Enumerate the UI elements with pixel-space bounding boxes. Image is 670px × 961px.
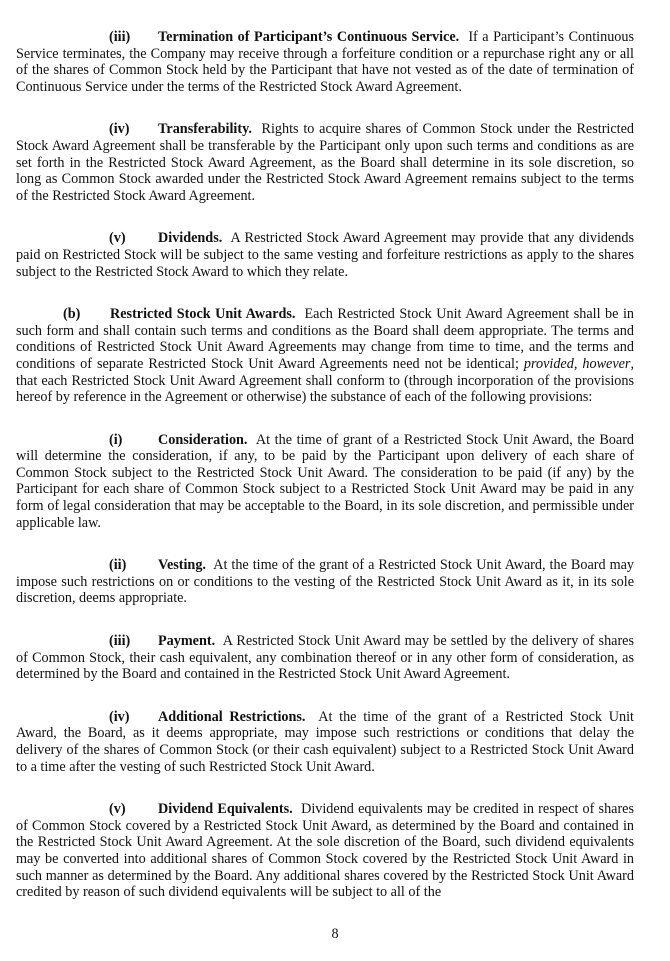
paragraph-dividends [16,230,634,280]
paragraph-body: A Restricted Stock Award Agreement may provide that any dividends paid on Restricted Stock will be subject to the same vesting and forfeiture restrictions as apply to the shares subject to the Restricted Stock Award to which they relate. [16,230,634,280]
paragraph-body: At the time of grant of a Restricted Stock Unit Award, the Board will determine the consideration, if any, to be paid by the Participant upon delivery of each share of Common Stock subject to the Restricted Stock Unit Award. The consideration to be paid (if any) by the Participant for each share of Common Stock subject to a Restricted Stock Unit Award may be paid in any form of legal consideration that may be acceptable to the Board, in its sole discretion, and permissible under applicable law. [16,431,635,531]
paragraph-label: (ii) [109,557,127,574]
paragraph-label: (iv) [109,121,130,138]
paragraph-termination [16,29,634,95]
paragraph-transferability [16,121,634,204]
paragraph-label: (iv) [109,708,130,725]
paragraph-body: A Restricted Stock Unit Award may be settled by the delivery of shares of Common Stock, their cash equivalent, any combination thereof or in any other form of consideration, as determined by the Board and contained in the Restricted Stock Unit Award Agreement. [16,633,635,683]
paragraph-rsu-awards [16,306,634,406]
paragraph-heading: Dividend Equivalents. [158,801,293,818]
paragraph-italic: provided, however [523,355,631,372]
paragraph-body: At the time of the grant of a Restricted Stock Unit Award, the Board, as it deems appropriate, may impose such restrictions or conditions that delay the delivery of the shares of Common Stock (or their cash equivalent) subject to a Restricted Stock Unit Award to a time after the vesting of such Restricted Stock Unit Award. [16,708,634,775]
paragraph-consideration [16,432,634,532]
paragraph-payment [16,633,634,683]
paragraph-body-after: , that each Restricted Stock Unit Award Agreement shall conform to (through incorporation of the provisions hereof by reference in the Agreement or otherwise) the substance of each of the following provisions: [16,355,634,406]
paragraph-body: At the time of the grant of a Restricted Stock Unit Award, the Board may impose such restrictions on or conditions to the vesting of the Restricted Stock Unit Award as it, in its sole discretion, deems appropriate. [16,557,634,607]
paragraph-body: If a Participant’s Continuous Service terminates, the Company may receive through a forfeiture condition or a repurchase right any or all of the shares of Common Stock held by the Participant that have not vested as of the date of termination of Continuous Service under the terms of the Restricted Stock Award Agreement. [16,29,635,95]
paragraph-label: (iii) [109,29,131,45]
page-number: 8 [331,926,339,942]
paragraph-label: (b) [63,306,81,323]
paragraph-body: Each Restricted Stock Unit Award Agreement shall be in such form and shall contain such terms and conditions as the Board shall deem appropriate. The terms and conditions of Restricted Stock Unit Award Agreements may change from time to time, and the terms and conditions of separate Restricted Stock Unit Award Agreements need not be identical; [16,306,634,372]
paragraph-heading: Consideration. [158,431,248,448]
paragraph-label: (i) [109,431,123,448]
paragraph-dividend-equivalents [16,801,634,901]
document-body [16,29,634,927]
paragraph-body: Dividend equivalents may be credited in respect of shares of Common Stock covered by a Restricted Stock Unit Award, as determined by the Board and contained in the Restricted Stock Unit Award Agreement. At the sole discretion of the Board, such dividend equivalents may be converted into additional shares of Common Stock covered by the Restricted Stock Unit Award in such manner as determined by the Board. Any additional shares covered by the Restricted Stock Unit Award credited by reason of such dividend equivalents will be subject to all of the [16,801,635,901]
paragraph-additional-restrictions [16,709,634,775]
paragraph-heading: Restricted Stock Unit Awards. [110,306,296,323]
paragraph-label: (v) [109,230,126,247]
paragraph-body: Rights to acquire shares of Common Stock under the Restricted Stock Award Agreement shall be transferable by the Participant only upon such terms and conditions as are set forth in the Restricted Stock Award Agreement, as the Board shall determine in its sole discretion, so long as Common Stock awarded under the Restricted Stock Award Agreement remains subject to the terms of the Restricted Stock Award Agreement. [16,121,634,204]
paragraph-label: (v) [109,801,126,818]
paragraph-heading: Termination of Participant’s Continuous Service. [158,29,460,45]
paragraph-heading: Vesting. [158,557,206,574]
paragraph-vesting [16,557,634,607]
paragraph-heading: Payment. [158,633,216,650]
paragraph-heading: Transferability. [158,121,252,138]
paragraph-heading: Dividends. [158,230,223,247]
paragraph-label: (iii) [109,633,131,650]
paragraph-heading: Additional Restrictions. [158,708,306,725]
